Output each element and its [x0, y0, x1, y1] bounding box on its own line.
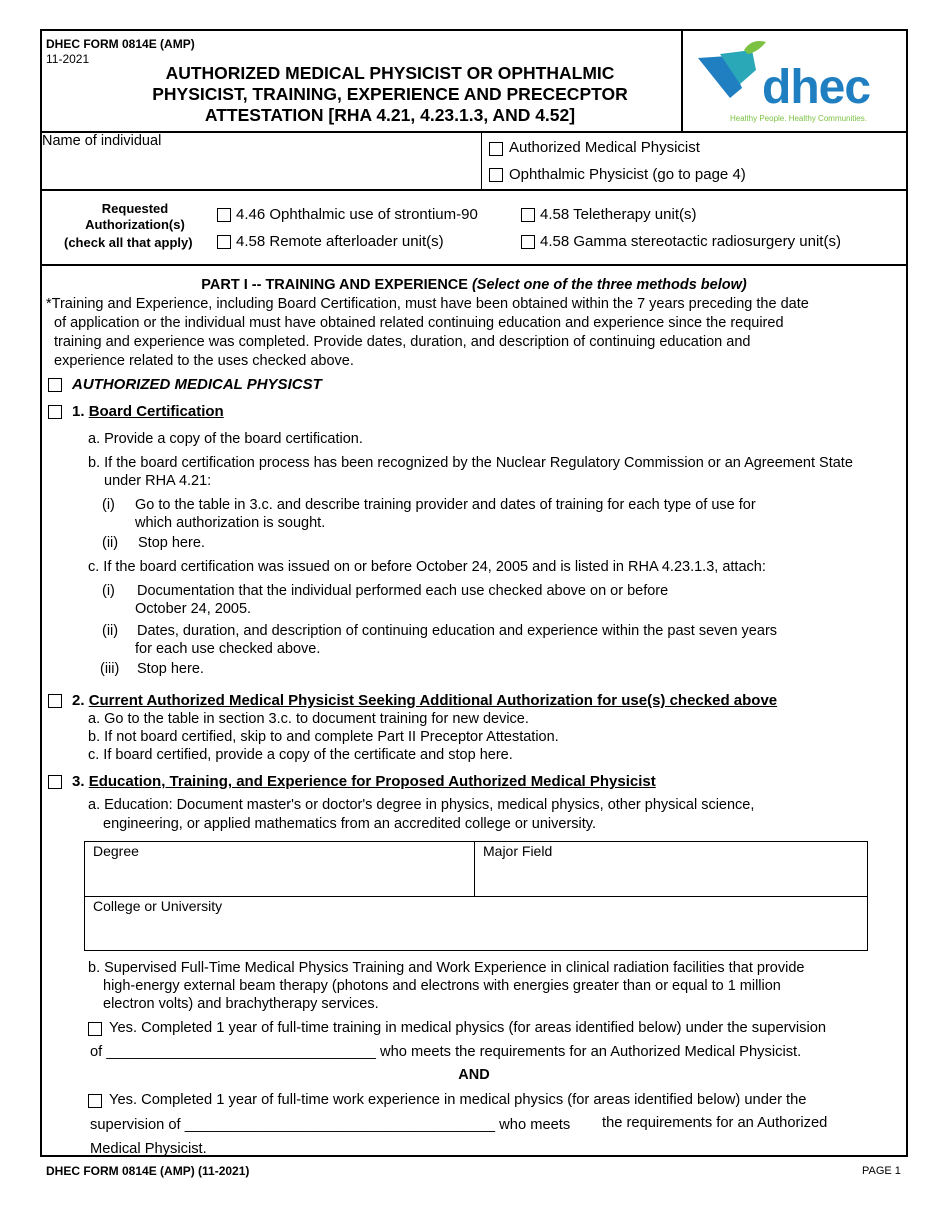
teletherapy-checkbox[interactable] [521, 208, 535, 222]
footer-form-id: DHEC FORM 0814E (AMP) (11-2021) [46, 1164, 250, 1178]
sub-numeral: (i) [102, 497, 115, 513]
part1-heading: PART I -- TRAINING AND EXPERIENCE (Select one of the three methods below) [201, 277, 747, 293]
intro-text: training and experience was completed. Provide dates, duration, and description of continuing education and [54, 334, 751, 350]
section2-item: b. If not board certified, skip to and complete Part II Preceptor Attestation. [88, 729, 559, 745]
requested-label: Requested Authorization(s) [85, 201, 185, 232]
work-supervisor-line[interactable]: supervision of ______________________________________ who meets [90, 1117, 571, 1133]
section3-heading: 3. Education, Training, and Experience for Proposed Authorized Medical Physicist [72, 773, 656, 790]
intro-text: of application or the individual must have obtained related continuing education and experience since the required [54, 315, 784, 331]
training-yes-checkbox[interactable] [88, 1022, 102, 1036]
work-supervisor-text: Medical Physicist. [90, 1141, 207, 1157]
sub-numeral: (iii) [100, 661, 120, 677]
section3-item: high-energy external beam therapy (photons and electrons with energies greater than or equal to 1 million [103, 978, 781, 994]
amp-method-checkbox[interactable] [48, 378, 62, 392]
teletherapy-label: 4.58 Teletherapy unit(s) [540, 206, 697, 223]
section3-item: electron volts) and brachytherapy services. [103, 996, 379, 1012]
intro-text: experience related to the uses checked above. [54, 353, 354, 369]
ophthalmic-option-label: Ophthalmic Physicist (go to page 4) [509, 166, 746, 183]
section1-item: a. Provide a copy of the board certification. [88, 431, 363, 447]
section1-item: Stop here. [138, 535, 205, 551]
training-supervisor-line[interactable]: of _________________________________ who meets the requirements for an Authorized Medical Physicist. [90, 1044, 802, 1060]
board-cert-checkbox[interactable] [48, 405, 62, 419]
gamma-label: 4.58 Gamma stereotactic radiosurgery unit(s) [540, 233, 841, 250]
section1-item: Documentation that the individual performed each use checked above on or before [137, 583, 669, 599]
intro-text: *Training and Experience, including Board Certification, must have been obtained within the 7 years preceding the date [46, 296, 809, 312]
section1-item: which authorization is sought. [135, 515, 326, 531]
page-number: PAGE 1 [862, 1165, 901, 1177]
section2-heading: 2. Current Authorized Medical Physicist Seeking Additional Authorization for use(s) checked above [72, 692, 778, 709]
divider [40, 264, 908, 266]
sub-numeral: (i) [102, 583, 115, 599]
strontium-label: 4.46 Ophthalmic use of strontium-90 [236, 206, 478, 223]
logo-text: dhec [762, 61, 871, 114]
work-yes-checkbox[interactable] [88, 1094, 102, 1108]
major-field[interactable] [480, 860, 864, 892]
section1-item: Go to the table in 3.c. and describe training provider and dates of training for each type of use for [135, 497, 756, 513]
table-divider [474, 841, 475, 896]
education-checkbox[interactable] [48, 775, 62, 789]
and-separator: AND [458, 1067, 490, 1083]
additional-auth-checkbox[interactable] [48, 694, 62, 708]
major-label: Major Field [483, 843, 553, 859]
strontium-checkbox[interactable] [217, 208, 231, 222]
section1-item: for each use checked above. [135, 641, 321, 657]
section3-item: a. Education: Document master's or doctor's degree in physics, medical physics, other physical science, [88, 797, 755, 813]
college-label: College or University [93, 898, 223, 914]
section1-item: b. If the board certification process has been recognized by the Nuclear Regulatory Commission or an Agreement State [88, 455, 853, 471]
divider [40, 189, 908, 191]
name-label: Name of individual [42, 133, 162, 149]
section3-item: engineering, or applied mathematics from an accredited college or university. [103, 816, 596, 832]
amp-checkbox[interactable] [489, 142, 503, 156]
college-field[interactable] [90, 915, 864, 947]
section1-item: Stop here. [137, 661, 204, 677]
requested-note: (check all that apply) [64, 235, 193, 250]
name-divider [481, 131, 482, 189]
sub-numeral: (ii) [102, 623, 119, 639]
form-code: DHEC FORM 0814E (AMP) [46, 37, 195, 51]
amp-option-label: Authorized Medical Physicist [509, 139, 700, 156]
sub-numeral: (ii) [102, 535, 119, 551]
afterloader-label: 4.58 Remote afterloader unit(s) [236, 233, 444, 250]
work-supervisor-text: the requirements for an Authorized [602, 1115, 828, 1131]
logo-tagline: Healthy People. Healthy Communities. [730, 114, 867, 123]
divider [40, 131, 908, 133]
section2-item: c. If board certified, provide a copy of the certificate and stop here. [88, 747, 513, 763]
section1-item: c. If the board certification was issued on or before October 24, 2005 and is listed in RHA 4.23.1.3, attach: [88, 559, 766, 575]
afterloader-checkbox[interactable] [217, 235, 231, 249]
section1-item: Dates, duration, and description of continuing education and experience within the past seven years [137, 623, 778, 639]
dhec-logo [690, 36, 900, 128]
degree-label: Degree [93, 843, 139, 859]
degree-field[interactable] [90, 860, 470, 892]
section1-item: October 24, 2005. [135, 601, 252, 617]
section1-item: under RHA 4.21: [104, 473, 212, 489]
amp-heading: AUTHORIZED MEDICAL PHYSICST [72, 376, 322, 393]
logo-divider [681, 29, 683, 131]
section2-item: a. Go to the table in section 3.c. to document training for new device. [88, 711, 529, 727]
form-date: 11-2021 [46, 52, 90, 66]
section3-item: b. Supervised Full-Time Medical Physics Training and Work Experience in clinical radiation facilities that provide [88, 960, 805, 976]
training-yes-label: Yes. Completed 1 year of full-time training in medical physics (for areas identified below) under the supervision [109, 1020, 827, 1036]
work-yes-label: Yes. Completed 1 year of full-time work experience in medical physics (for areas identified below) under the [109, 1092, 807, 1108]
page-title: AUTHORIZED MEDICAL PHYSICIST OR OPHTHALMIC PHYSICIST, TRAINING, EXPERIENCE AND PRECECPTOR ATTESTATION [RHA 4.21, 4.23.1.3, AND 4.52] [152, 63, 628, 125]
ophthalmic-checkbox[interactable] [489, 168, 503, 182]
section1-heading: 1. Board Certification [72, 403, 224, 420]
gamma-checkbox[interactable] [521, 235, 535, 249]
